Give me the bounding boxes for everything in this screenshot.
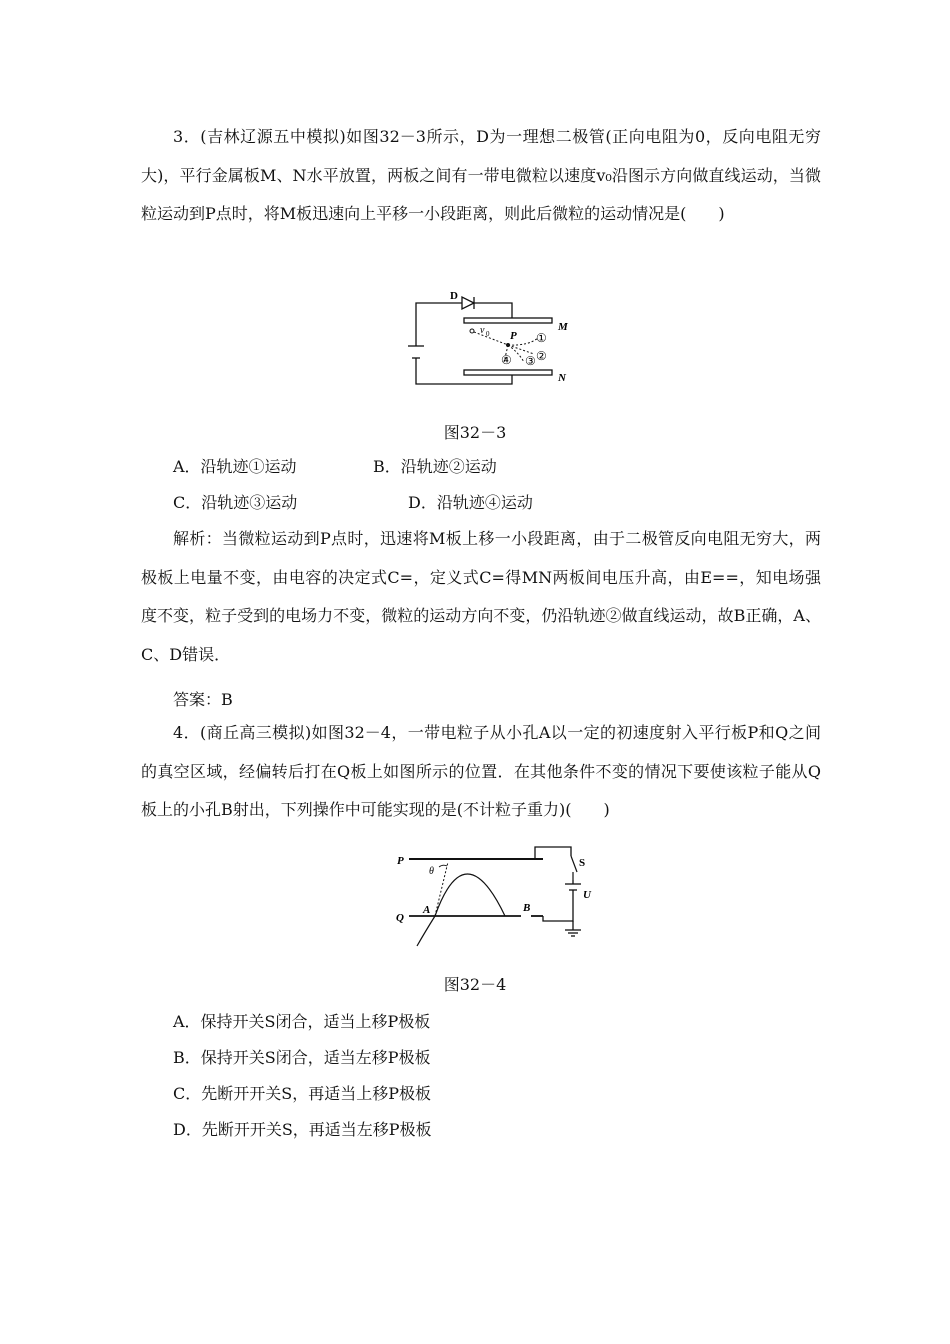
plate-p-label: P: [397, 855, 404, 867]
figure-32-4-caption: 图32－4: [443, 975, 507, 994]
plate-n-label: N: [558, 372, 566, 384]
angle-label: θ: [429, 866, 434, 877]
diode-icon: [462, 297, 474, 309]
point-p-label: P: [510, 330, 517, 342]
diode-label: D: [450, 290, 458, 302]
question-3-text: 3．(吉林辽源五中模拟)如图32－3所示，D为一理想二极管(正向电阻为0，反向电阻无穷大)，平行金属板M、N水平放置，两板之间有一带电微粒以速度v₀沿图示方向做直线运动，当微粒运动到P点时，将M板迅速向上平移一小段距离，则此后微粒的运动情况是( ): [141, 127, 821, 223]
q3-answer: 答案：B: [173, 690, 233, 709]
figure-32-4: [393, 842, 603, 952]
q4-option-a: A．保持开关S闭合，适当上移P极板: [173, 1012, 431, 1031]
q4-option-b: B．保持开关S闭合，适当左移P极板: [173, 1048, 431, 1067]
q3-option-a: A．沿轨迹①运动: [173, 457, 297, 476]
q3-option-d: D．沿轨迹④运动: [408, 493, 533, 512]
track-2: [508, 345, 534, 354]
track-3-label: ③: [525, 354, 536, 368]
voltage-label: U: [583, 889, 591, 901]
track-1-label: ①: [536, 331, 547, 345]
plate-q-label: Q: [396, 912, 404, 924]
q3-option-b: B．沿轨迹②运动: [373, 457, 497, 476]
switch-icon: [571, 856, 577, 880]
track-4-label: ④: [501, 353, 512, 367]
q4-option-d: D．先断开开关S，再适当左移P极板: [173, 1120, 432, 1139]
switch-label: S: [579, 857, 586, 869]
hole-a-label: A: [423, 904, 431, 916]
plate-m-label: M: [558, 321, 568, 333]
hole-b-label: B: [523, 902, 531, 914]
track-2-label: ②: [536, 349, 547, 363]
question-4-text: 4．(商丘高三模拟)如图32－4，一带电粒子从小孔A以一定的初速度射入平行板P和Q之间的真空区域，经偏转后打在Q板上如图所示的位置．在其他条件不变的情况下要使该粒子能从Q板上的小孔B射出，下列操作中可能实现的是(不计粒子重力)( ): [141, 723, 821, 819]
battery-icon: [565, 880, 581, 898]
figure-32-3: [400, 286, 600, 390]
velocity-subscript: 0: [486, 330, 490, 338]
q4-option-c: C．先断开开关S，再适当上移P极板: [173, 1084, 431, 1103]
q3-analysis: 解析：当微粒运动到P点时，迅速将M板上移一小段距离，由于二极管反向电阻无穷大，两极板上电量不变，由电容的决定式C=，定义式C=得MN两板间电压升高，由E==，知电场强度不变，粒子受到的电场力不变，微粒的运动方向不变，仍沿轨迹②做直线运动，故B正确，A、C、D错误．: [141, 529, 821, 664]
q3-option-c: C．沿轨迹③运动: [173, 493, 298, 512]
velocity-label: v: [480, 325, 485, 336]
figure-32-3-caption: 图32－3: [443, 423, 507, 442]
